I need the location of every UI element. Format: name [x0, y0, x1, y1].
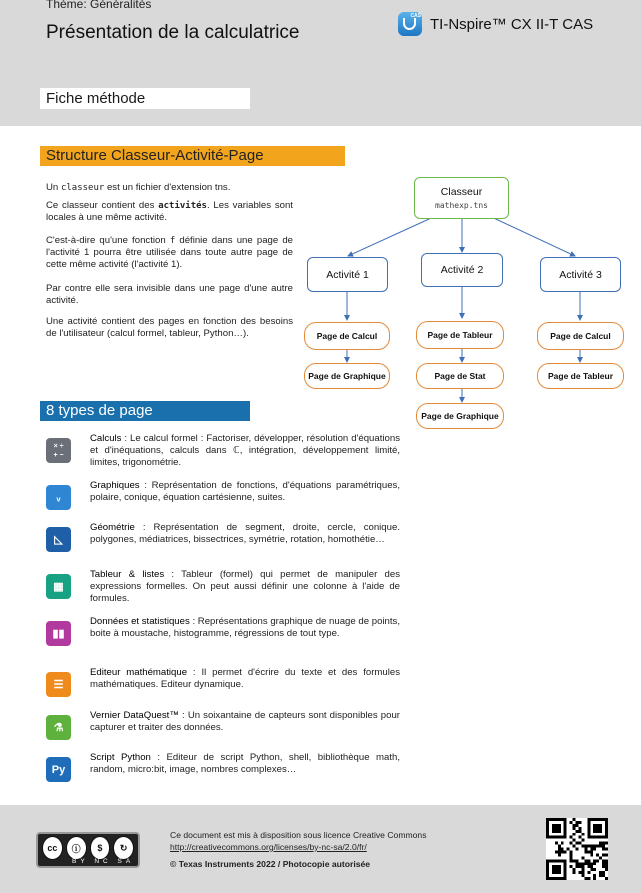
diagram-node-page: Page de Graphique [416, 403, 504, 429]
page-type-name: Editeur mathématique [90, 667, 188, 678]
page-type-item [46, 480, 406, 527]
page-type-description [90, 752, 400, 776]
page-type-name: Tableur & listes [90, 569, 165, 580]
cc-icon: cc [42, 836, 63, 860]
paragraph-text: Une activité contient des pages en fonction des besoins de l'utilisateur (calcul formel, tableur, Python…). [46, 316, 293, 340]
diagram-node-page: Page de Calcul [304, 322, 390, 350]
page-type-item [46, 522, 406, 569]
separator: : [178, 710, 188, 721]
flask-icon: ⚗ [46, 715, 71, 740]
notes-icon: ☰ [46, 672, 71, 697]
diagram-node-activite-3: Activité 3 [540, 257, 621, 292]
cc-license-badge [36, 832, 140, 868]
ti-nspire-cas-icon: CAS [398, 12, 422, 36]
page-type-description [90, 569, 400, 605]
cc-label: BY NC SA [72, 858, 135, 865]
page-type-item [46, 710, 406, 757]
separator: : [189, 616, 198, 627]
separator: : [134, 522, 154, 533]
by-icon: ⓘ [66, 836, 87, 860]
license-text [170, 829, 427, 870]
classeur-label: Classeur [440, 186, 483, 198]
python-icon: Py [46, 757, 71, 782]
footer-band [0, 805, 641, 893]
separator: : [187, 667, 202, 678]
section-title-page-types: 8 types de page [40, 401, 250, 421]
product-name: TI-Nspire™ CX II-T CAS [430, 15, 594, 33]
page-type-item [46, 667, 406, 714]
code-term: classeur [60, 183, 105, 193]
paragraph-text: est un fichier d'extension tns. [104, 182, 231, 193]
page-type-description [90, 433, 400, 469]
qr-code[interactable] [546, 818, 608, 880]
license-link[interactable]: http://creativecommons.org/licenses/by-nc-sa/2.0/fr/ [170, 842, 367, 852]
page-type-description [90, 522, 400, 546]
section-title-structure: Structure Classeur-Activité-Page [40, 146, 345, 166]
calculator-icon: × ÷ + − [46, 438, 71, 463]
copyright: © Texas Instruments 2022 / Photocopie autorisée [170, 859, 371, 869]
statistics-icon: ▮▮ [46, 621, 71, 646]
diagram-node-page: Page de Graphique [304, 363, 390, 389]
page-type-name: Données et statistiques [90, 616, 190, 627]
geometry-icon: ◺ [46, 527, 71, 552]
diagram-node-page: Page de Calcul [537, 322, 624, 350]
page-type-item [46, 433, 406, 480]
page-type-description [90, 667, 400, 691]
sa-icon: ↻ [113, 836, 134, 860]
page-type-text: Editeur de script Python, shell, bibliothèque math, random, micro:bit, image, nombres complexes… [90, 752, 401, 775]
license-line: Ce document est mis à disposition sous licence Creative Commons [170, 830, 427, 840]
separator: : [139, 480, 152, 491]
theme-label: Thème: Généralités [46, 0, 152, 11]
graph-icon: ᵥ [46, 485, 71, 510]
page-type-text: Représentation de fonctions, d'équations paramétriques, polaire, conique, équation cartésienne, suites. [90, 480, 401, 503]
page-type-description [90, 616, 400, 640]
diagram-node-activite-1: Activité 1 [307, 257, 388, 292]
page-title: Présentation de la calculatrice [46, 22, 300, 43]
page-type-item [46, 752, 406, 799]
page-type-name: Géométrie [90, 522, 135, 533]
nc-icon: $ [90, 836, 111, 860]
paragraph-text: Un [46, 182, 61, 193]
paragraph-text: . Les variables sont locales à une même activité. [46, 200, 293, 224]
page-type-name: Script Python [90, 752, 151, 763]
page-type-text: Représentation de segment, droite, cercle, conique. polygones, médiatrices, bissectrices, symétrie, rotation, homothétie… [90, 522, 400, 545]
page-type-item [46, 569, 406, 616]
separator: : [164, 569, 182, 580]
diagram-node-page: Page de Tableur [416, 321, 504, 349]
page-type-item [46, 616, 406, 663]
page-type-name: Graphiques [90, 480, 140, 491]
spreadsheet-icon: ▦ [46, 574, 71, 599]
paragraph-text: Par contre elle sera invisible dans une page d'une autre activité. [46, 283, 293, 307]
diagram-node-classeur [414, 177, 509, 219]
diagram-node-page: Page de Stat [416, 363, 504, 389]
page-type-text: Représentations graphique de nuage de points, boite à moustache, histogramme, régressions de tout type. [90, 616, 401, 639]
page-type-text: Un soixantaine de capteurs sont disponibles pour capturer et traiter des données. [90, 710, 400, 733]
page-type-description [90, 480, 400, 504]
page-type-text: Il permet d'écrire du texte et des formules mathématiques. Editeur dynamique. [90, 667, 401, 690]
page-type-description [90, 710, 400, 734]
paragraph-text: Ce classeur contient des [46, 200, 159, 211]
code-term: activités [158, 201, 207, 211]
page-type-name: Calculs [90, 433, 122, 444]
separator: : [150, 752, 167, 763]
page-type-text: Le calcul formel : Factoriser, développer, résolution d'équations et d'inéquations, calculs dans ℂ, intégration, développement limité, limites, trigonométrie. [90, 433, 400, 468]
diagram-node-page: Page de Tableur [537, 363, 624, 389]
page-type-name: Vernier DataQuest™ [90, 710, 179, 721]
method-label: Fiche méthode [40, 88, 250, 109]
page-type-text: Tableur (formel) qui permet de manipuler des expressions formelles. On peut aussi définir une colonne à l'aide de formules. [90, 569, 400, 604]
paragraph-text: définie dans une page de l'activité 1 pourra être utilisée dans toute autre page de cette même activité (l'activité 1). [46, 235, 294, 271]
diagram-node-activite-2: Activité 2 [421, 253, 503, 287]
separator: : [121, 433, 131, 444]
classeur-file: mathexp.tns [435, 201, 488, 210]
code-term: f [169, 236, 176, 246]
paragraph-text: C'est-à-dire qu'une fonction [46, 235, 170, 246]
